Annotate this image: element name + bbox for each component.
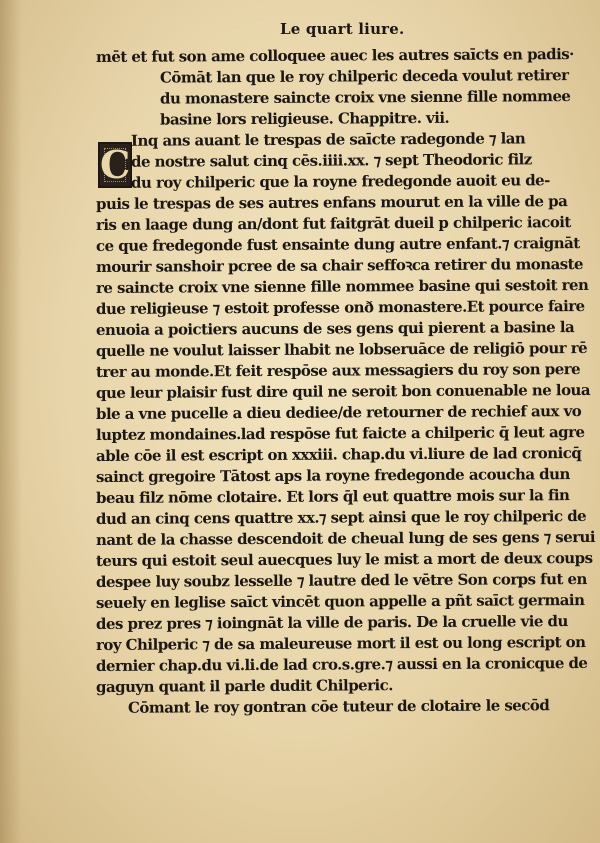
page-text [95,45,596,719]
text-line: Inq ans auant le trespas de saīcte radegonde ⁊ lan [130,129,526,150]
text-line: beau filz nōme clotaire. Et lors q̄l eut quattre mois sur la fin [95,486,570,507]
decorated-initial: C [100,142,131,187]
text-line: due religieuse ⁊ estoit professe onð monastere.Et pource faire [95,297,585,318]
text-line: roy Chilperic ⁊ de sa maleureuse mort il est ou long escript on [95,633,586,654]
text-line: dud an cinq cens quattre xx.⁊ sept ainsi que le roy chilperic de [95,507,587,528]
text-line: teurs qui estoit seul auecques luy le mist a mort de deux coups [95,548,593,570]
text-line: despee luy soubz lesselle ⁊ lautre ded le vētre Son corps fut en [95,570,587,591]
running-head: Le quart liure. [280,20,405,38]
text-line: trer au monde.Et feit respōse aux messagiers du roy son pere [95,360,581,381]
chapter-heading-line: basine lors religieuse. Chappitre. vii. [159,108,450,129]
chapter-heading-line: du monastere saincte croix vne sienne fille nommee [159,87,571,108]
text-line: que leur plaisir fust dire quil ne seroit bon conuenable ne loua [95,380,591,402]
text-line: du roy chilperic que la royne fredegonde auoit eu de- [130,171,550,192]
text-line: quelle ne voulut laisser lhabit ne lobseruāce de religiō pour rē [95,339,588,360]
text-line: re saincte croix vne sienne fille nommee basine qui sestoit ren [95,275,589,297]
text-line: de nostre salut cinq cēs.iiii.xx. ⁊ sept Theodoric filz [130,150,532,171]
text-line: nant de la chasse descendoit de cheual lung de ses gens ⁊ serui [95,527,596,549]
text-line: enuoia a poictiers aucuns de ses gens qui pierent a basine la [95,318,575,339]
text-line: luptez mondaines.lad respōse fut faicte a chilperic q̄ leut agre [95,423,585,444]
text-line: dernier chap.du vi.li.de lad cro.s.gre.⁊ aussi en la cronicque de [95,653,588,675]
text-line: des prez pres ⁊ ioingnāt la ville de paris. De la cruelle vie du [95,612,568,633]
text-line: ris en laage dung an/dont fut faitgrāt dueil p chilperic iacoit [95,213,571,234]
text-line: gaguyn quant il parle dudit Chilperic. [95,676,393,696]
text-line: sainct gregoire Tātost aps la royne fredegonde acoucha dun [95,465,570,486]
text-line: seuely en leglise saīct vincēt quon appelle a pñt saīct germain [95,591,585,612]
text-line: ce que fredegonde fust ensainte dung autre enfant.⁊ craignāt [95,234,580,255]
chapter-heading-line: Cōmāt lan que le roy chilperic deceda voulut retirer [159,66,569,87]
chapter-heading-line: Cōmant le roy gontran cōe tuteur de clotaire le secōd [127,696,550,717]
text-line: ble a vne pucelle a dieu dediee/de retourner de rechief aux vo [95,402,582,423]
text-line: mourir sanshoir pcree de sa chair seffoꝛca retirer du monaste [95,255,584,276]
text-line: able cōe il est escript on xxxiii. chap.du vi.liure de lad cronicq̄ [95,444,582,465]
text-line: puis le trespas de ses autres enfans mourut en la ville de pa [95,192,568,213]
text-line: mēt et fut son ame colloquee auec les autres saīcts en padis· [95,45,574,66]
